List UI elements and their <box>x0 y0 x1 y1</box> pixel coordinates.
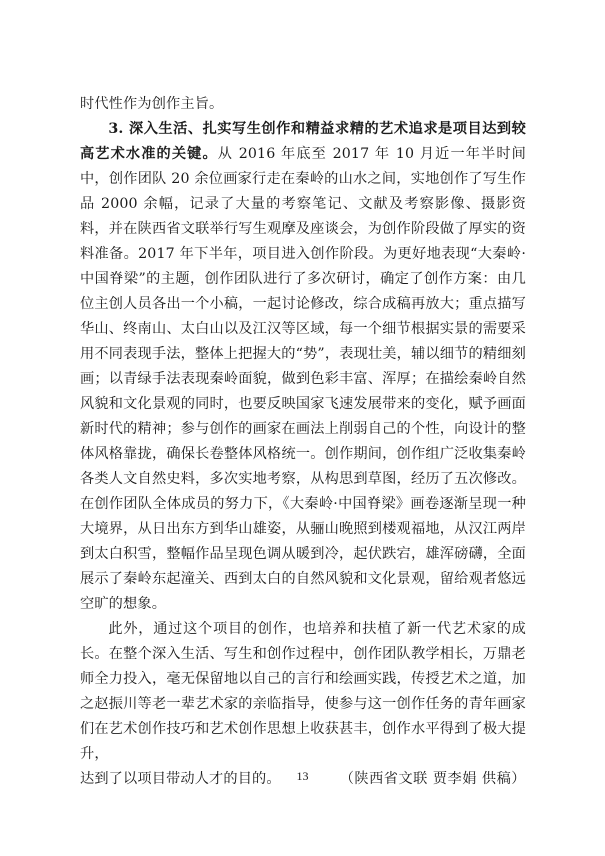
article-body <box>80 92 526 792</box>
closing-sentence: 达到了以项目带动人才的目的。 <box>80 771 281 787</box>
author-credit: （陕西省文联 贾李娟 供稿） <box>339 771 526 787</box>
section-3-heading: 3. 深入生活、扎实写生创作和精益求精的艺术追求是项目达到较高艺术水准的关键。 <box>80 121 526 162</box>
paragraph-section-3 <box>80 117 526 617</box>
page-number: 13 <box>296 769 309 783</box>
section-3-body: 从 2016 年底至 2017 年 10 月近一年半时间中，创作团队 20 余位画家行走在秦岭的山水之间，实地创作了写生作品 2000 余幅，记录了大量的考察笔记、文献及考察影像、摄影资料，并在陕西省文联举行写生观摩及座谈会，为创作阶段做了厚实的资料准备。2017 年下半年，项目进入创作阶段。为更好地表现“大秦岭·中国脊梁”的主题，创作团队进行了多次研讨，确定了创作方案：由几位主创人员各出一个小稿，一起讨论修改，综合成稿再放大；重点描写华山、终南山、太白山以及江汉等区域，每一个细节根据实景的需要采用不同表现手法，整体上把握大的“势”，表现壮美，辅以细节的精细刻画；以青绿手法表现秦岭面貌，做到色彩丰富、浑厚；在描绘秦岭自然风貌和文化景观的同时，也要反映国家飞速发展带来的变化，赋予画面新时代的精神；参与创作的画家在画法上削弱自己的个性，向设计的整体风格靠拢，确保长卷整体风格统一。创作期间，创作组广泛收集秦岭各类人文自然史料，多次实地考察，从构思到草图，经历了五次修改。在创作团队全体成员的努力下，《大秦岭·中国脊梁》画卷逐渐呈现一种大境界，从日出东方到华山雄姿，从骊山晚照到楼观福地，从汉江两岸到太白积雪，整幅作品呈现色调从暖到冷，起伏跌宕，雄浑磅礴，全面展示了秦岭东起潼关、西到太白的自然风貌和文化景观，留给观者悠远空旷的想象。 <box>80 146 526 612</box>
paragraph-continuation: 时代性作为创作主旨。 <box>80 96 224 112</box>
paragraph-additional: 此外，通过这个项目的创作，也培养和扶植了新一代艺术家的成长。在整个深入生活、写生和创作过程中，创作团队教学相长，万鼎老师全力投入，毫无保留地以自己的言行和绘画实践，传授艺术之道，加之赵振川等老一辈艺术家的亲临指导，使参与这一创作任务的青年画家们在艺术创作技巧和艺术创作思想上收获甚丰，创作水平得到了极大提升， <box>80 621 526 762</box>
